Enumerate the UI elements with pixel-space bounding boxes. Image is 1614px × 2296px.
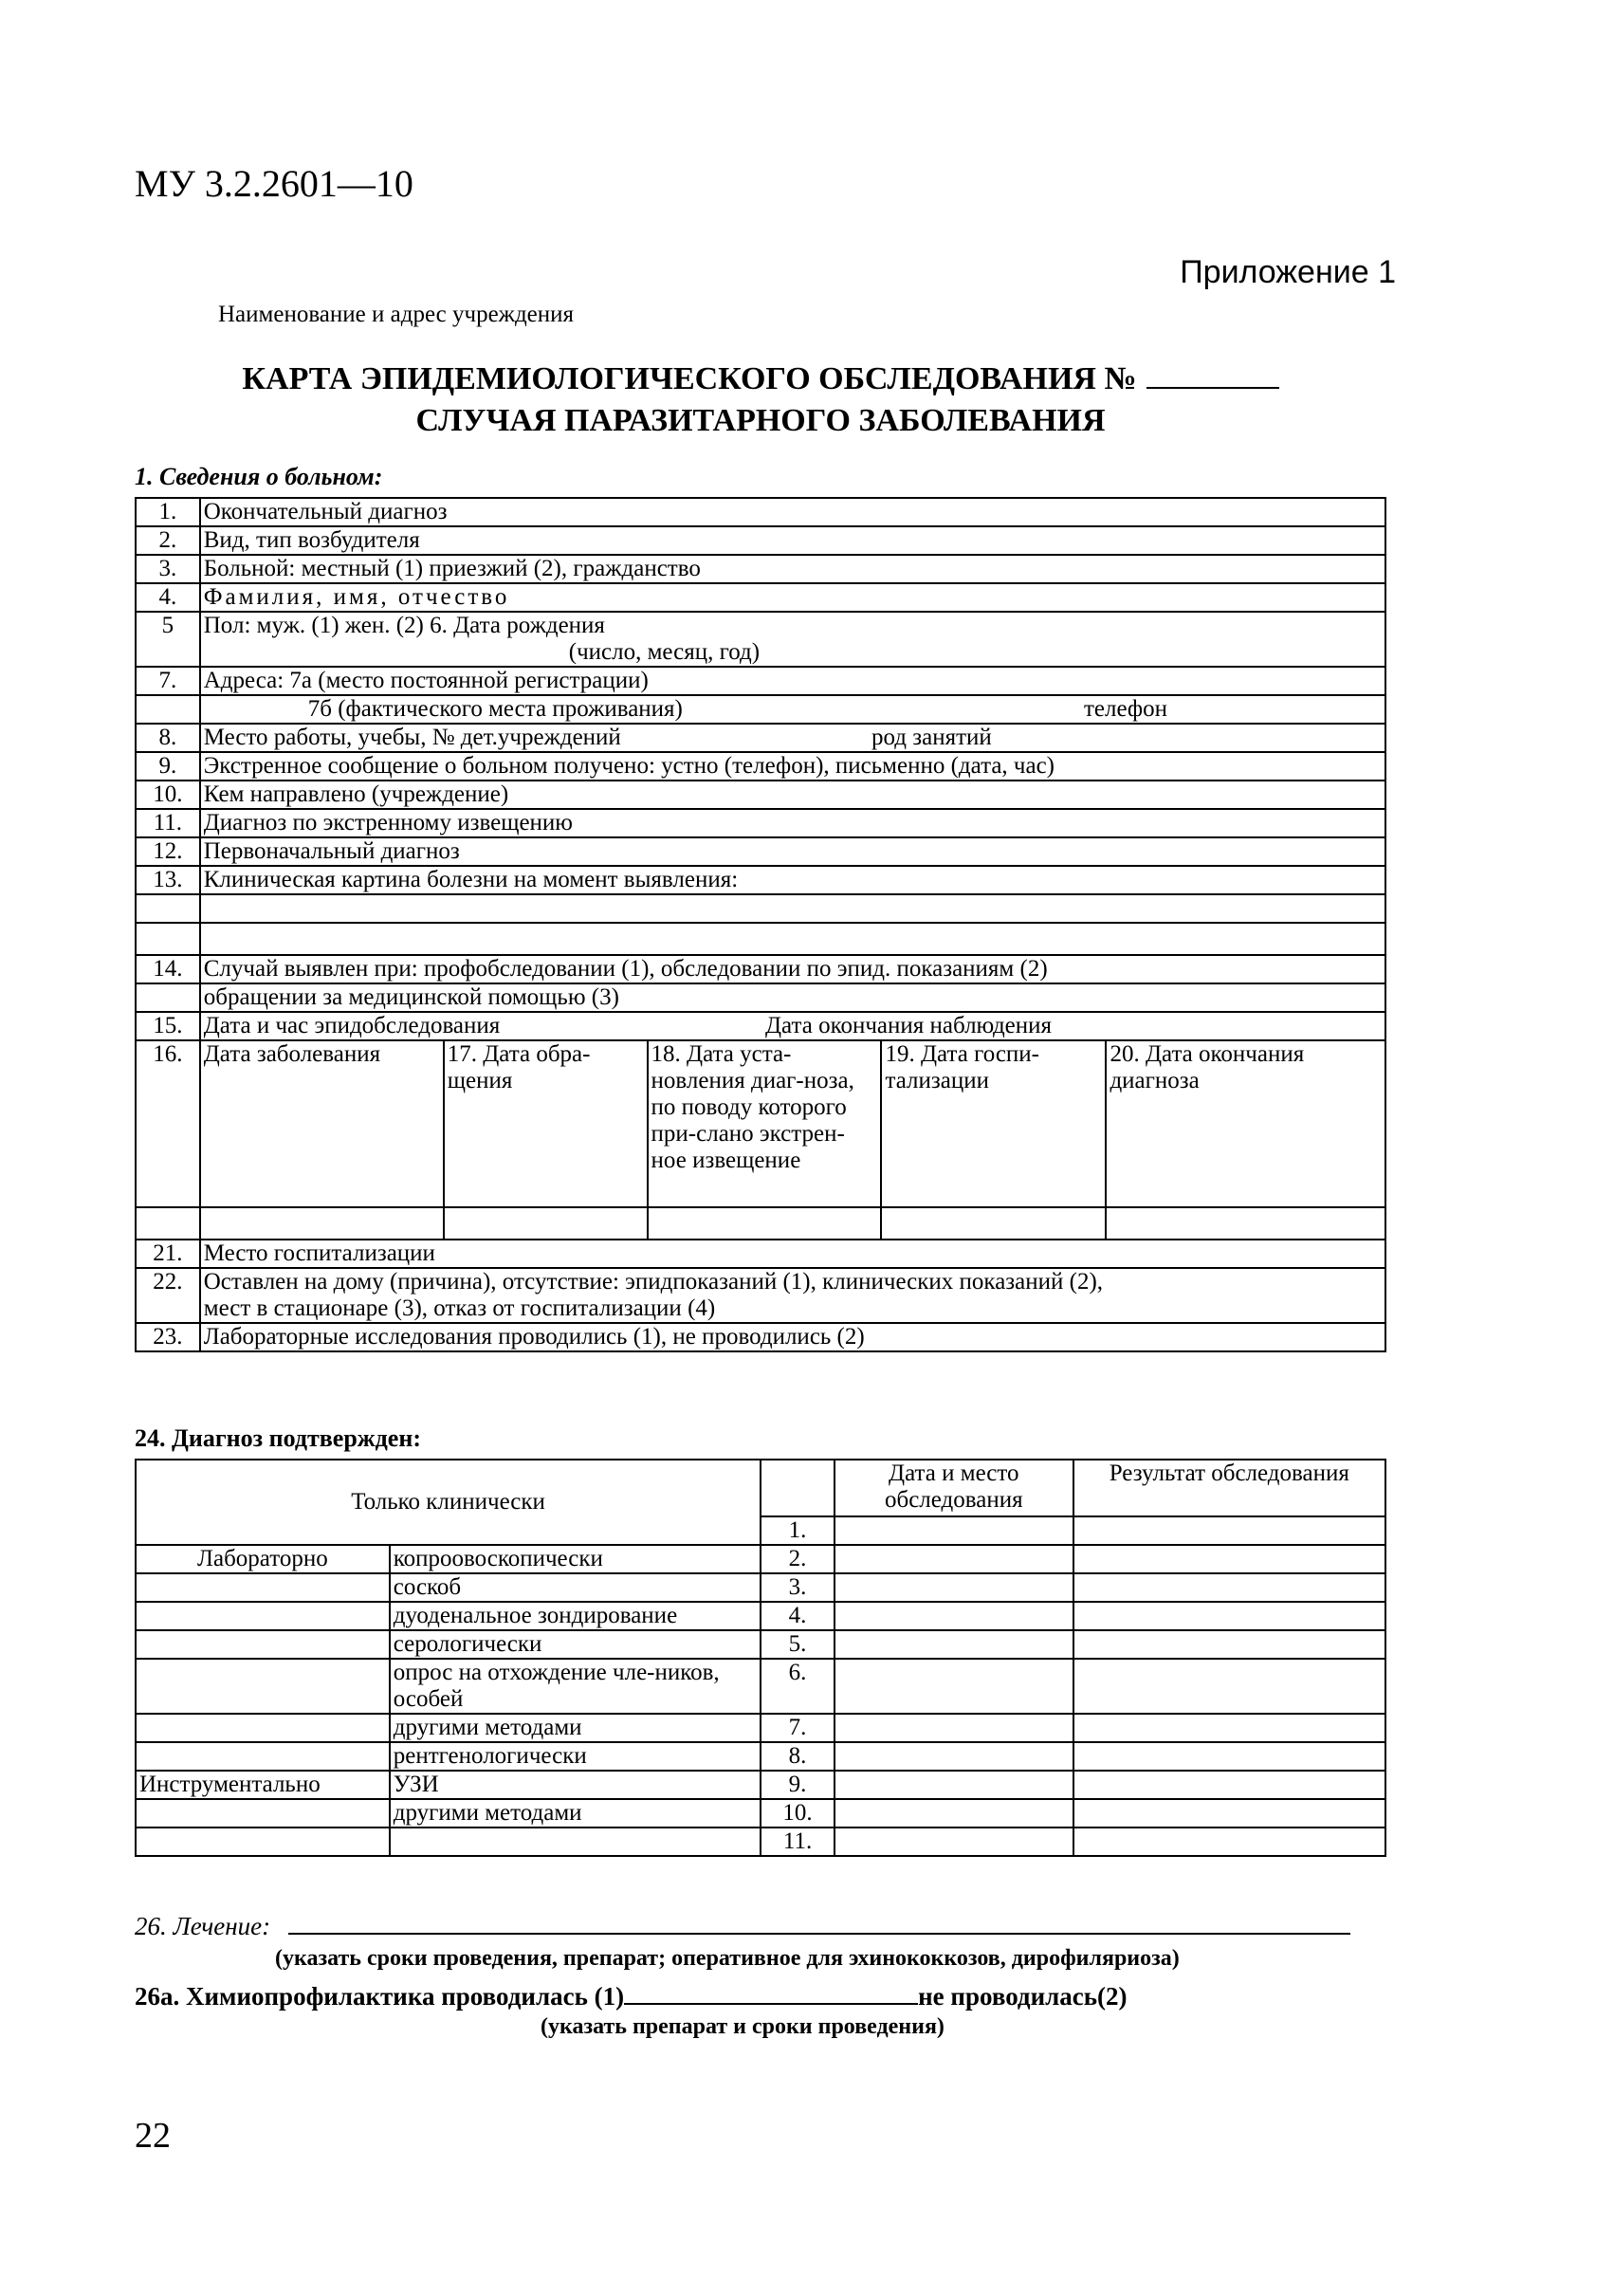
empty-cell (136, 1573, 390, 1602)
empty-cell (200, 894, 1385, 923)
table-row (136, 955, 1385, 983)
empty-cell (136, 1630, 390, 1659)
empty-cell (1073, 1573, 1385, 1602)
title-text-1: КАРТА ЭПИДЕМИОЛОГИЧЕСКОГО ОБСЛЕДОВАНИЯ № (242, 361, 1137, 396)
row-number: 10. (761, 1799, 835, 1828)
row-text: Диагноз по экстренному извещению (200, 809, 1385, 837)
row-number: 4. (136, 583, 200, 612)
page-number: 22 (135, 2116, 171, 2156)
empty-cell (1073, 1602, 1385, 1630)
date-place-header: Дата и место обследования (835, 1460, 1073, 1516)
row-number: 1. (136, 498, 200, 526)
phone-label: телефон (1084, 696, 1167, 722)
section1-heading: 1. Сведения о больном: (135, 463, 383, 490)
empty-cell (136, 1714, 390, 1742)
row-number: 3. (136, 555, 200, 583)
empty-cell (444, 1207, 648, 1240)
method-cell: серологически (390, 1630, 761, 1659)
row-number: 7. (761, 1714, 835, 1742)
empty-cell (136, 1659, 390, 1714)
diagnosis-date-header: 18. Дата уста-новления диаг-ноза, по поводу которого при-слано экстрен-ное извещение (648, 1040, 882, 1207)
empty-cell (1073, 1714, 1385, 1742)
empty-cell (835, 1659, 1073, 1714)
result-header: Результат обследования (1073, 1460, 1385, 1516)
patient-info-table (135, 497, 1386, 1352)
row-text: Первоначальный диагноз (200, 837, 1385, 866)
method-cell (390, 1828, 761, 1856)
home-reason-cont: мест в стационаре (3), отказ от госпитализации (4) (203, 1295, 716, 1321)
row-text (200, 695, 1385, 724)
institution-label: Наименование и адрес учреждения (218, 302, 575, 327)
home-reason-label: Оставлен на дому (причина), отсутствие: эпидпоказаний (1), клинических показаний (2), (203, 1269, 1104, 1295)
row-number: 22. (136, 1268, 200, 1323)
table-row (136, 923, 1385, 955)
empty-cell (835, 1742, 1073, 1771)
diagnosis-end-date-header: 20. Дата окончания диагноза (1106, 1040, 1385, 1207)
row-number: 5 (136, 612, 200, 667)
chemoprophylaxis-label: 26а. Химиопрофилактика проводилась (1) (135, 1982, 625, 2011)
row-number: 10. (136, 781, 200, 809)
empty-cell (761, 1460, 835, 1516)
row-text (200, 724, 1385, 752)
method-cell: опрос на отхождение чле-ников, особей (390, 1659, 761, 1714)
table-row (136, 781, 1385, 809)
document-code: МУ 3.2.2601—10 (135, 162, 413, 205)
row-text: Вид, тип возбудителя (200, 526, 1385, 555)
row-text: Место госпитализации (200, 1240, 1385, 1268)
row-number: 11. (136, 809, 200, 837)
treatment-line (135, 1908, 1350, 1941)
row-number: 11. (761, 1828, 835, 1856)
table-row (136, 612, 1385, 667)
empty-cell (136, 1207, 200, 1240)
empty-cell (1073, 1799, 1385, 1828)
observation-end-label: Дата окончания наблюдения (765, 1013, 1053, 1038)
table-row (136, 1323, 1385, 1351)
disease-date-header: Дата заболевания (200, 1040, 444, 1207)
row-text: Случай выявлен при: профобследовании (1), обследовании по эпид. показаниям (2) (200, 955, 1385, 983)
row-number: 2. (136, 526, 200, 555)
empty-cell (1073, 1516, 1385, 1545)
table-row (136, 1012, 1385, 1040)
row-number: 9. (136, 752, 200, 781)
occupation-label: род занятий (871, 725, 992, 750)
row-text: Фамилия, имя, отчество (200, 583, 1385, 612)
table-row (136, 1268, 1385, 1323)
row-text: Адреса: 7а (место постоянной регистрации) (200, 667, 1385, 695)
empty-cell (835, 1573, 1073, 1602)
method-cell: другими методами (390, 1714, 761, 1742)
table-row (136, 1207, 1385, 1240)
table-row (136, 1799, 1385, 1828)
table-row (136, 724, 1385, 752)
row-number: 6. (761, 1659, 835, 1714)
chemoprophylaxis-line (135, 1978, 1128, 2011)
clinical-only-label: Только клинически (136, 1460, 761, 1545)
section24-heading: 24. Диагноз подтвержден: (135, 1424, 421, 1452)
row-number: 15. (136, 1012, 200, 1040)
empty-cell (835, 1545, 1073, 1573)
row-text (200, 1268, 1385, 1323)
sex-birthdate-label: Пол: муж. (1) жен. (2) 6. Дата рождения (203, 613, 605, 638)
chemoprophylaxis-blank (624, 1978, 918, 2005)
diagnosis-confirmation-table (135, 1459, 1386, 1857)
empty-cell (136, 1799, 390, 1828)
treatment-note: (указать сроки проведения, препарат; оперативное для эхинококкозов, дирофиляриоза) (275, 1946, 1180, 1971)
method-cell: копроовоскопически (390, 1545, 761, 1573)
actual-address-label: 7б (фактического места проживания) (307, 696, 683, 722)
empty-cell (1106, 1207, 1385, 1240)
row-number: 5. (761, 1630, 835, 1659)
title-line-1 (135, 358, 1386, 400)
row-number: 9. (761, 1771, 835, 1799)
empty-cell (881, 1207, 1106, 1240)
chemoprophylaxis-not-label: не проводилась(2) (918, 1982, 1128, 2011)
empty-cell (1073, 1828, 1385, 1856)
row-number: 16. (136, 1040, 200, 1207)
empty-cell (136, 894, 200, 923)
row-number (136, 983, 200, 1012)
method-cell: другими методами (390, 1799, 761, 1828)
table-row (136, 526, 1385, 555)
lab-label: Лабораторно (136, 1545, 390, 1573)
row-text: Экстренное сообщение о больном получено: устно (телефон), письменно (дата, час) (200, 752, 1385, 781)
empty-cell (1073, 1659, 1385, 1714)
empty-cell (835, 1828, 1073, 1856)
row-number: 1. (761, 1516, 835, 1545)
empty-cell (835, 1771, 1073, 1799)
table-row (136, 1828, 1385, 1856)
chemoprophylaxis-note: (указать препарат и сроки проведения) (541, 2014, 945, 2039)
empty-cell (1073, 1545, 1385, 1573)
empty-cell (835, 1630, 1073, 1659)
treatment-label: 26. Лечение: (135, 1912, 271, 1940)
row-text: обращении за медицинской помощью (3) (200, 983, 1385, 1012)
method-cell: рентгенологически (390, 1742, 761, 1771)
treatment-blank (288, 1908, 1350, 1935)
empty-cell (835, 1602, 1073, 1630)
appendix-label: Приложение 1 (1180, 254, 1396, 290)
empty-cell (835, 1714, 1073, 1742)
row-text: Окончательный диагноз (200, 498, 1385, 526)
empty-cell (835, 1516, 1073, 1545)
empty-cell (835, 1799, 1073, 1828)
table-row (136, 695, 1385, 724)
row-text: Больной: местный (1) приезжий (2), гражданство (200, 555, 1385, 583)
method-cell: соскоб (390, 1573, 761, 1602)
workplace-label: Место работы, учебы, № дет.учреждений (203, 725, 621, 750)
table-row (136, 809, 1385, 837)
table-row (136, 1460, 1385, 1516)
hospitalization-date-header: 19. Дата госпи-тализации (881, 1040, 1106, 1207)
row-number: 12. (136, 837, 200, 866)
visit-date-header: 17. Дата обра-щения (444, 1040, 648, 1207)
table-row (136, 1545, 1385, 1573)
empty-cell (1073, 1771, 1385, 1799)
table-row (136, 1630, 1385, 1659)
empty-cell (136, 1602, 390, 1630)
table-row (136, 1602, 1385, 1630)
table-row (136, 752, 1385, 781)
row-number: 8. (761, 1742, 835, 1771)
table-row (136, 983, 1385, 1012)
title-line-2: СЛУЧАЯ ПАРАЗИТАРНОГО ЗАБОЛЕВАНИЯ (415, 403, 1106, 438)
table-row (136, 1742, 1385, 1771)
empty-cell (136, 923, 200, 955)
table-row (136, 555, 1385, 583)
row-text: Клиническая картина болезни на момент выявления: (200, 866, 1385, 894)
table-row (136, 894, 1385, 923)
row-number: 7. (136, 667, 200, 695)
row-number: 13. (136, 866, 200, 894)
row-number: 4. (761, 1602, 835, 1630)
method-cell: дуоденальное зондирование (390, 1602, 761, 1630)
row-number: 14. (136, 955, 200, 983)
row-number: 2. (761, 1545, 835, 1573)
empty-cell (200, 923, 1385, 955)
row-number: 23. (136, 1323, 200, 1351)
table-row (136, 1573, 1385, 1602)
table-row (136, 1659, 1385, 1714)
table-row (136, 866, 1385, 894)
empty-cell (1073, 1742, 1385, 1771)
row-number: 3. (761, 1573, 835, 1602)
row-number (136, 695, 200, 724)
birthdate-hint: (число, месяц, год) (568, 639, 761, 665)
table-row (136, 583, 1385, 612)
empty-cell (136, 1742, 390, 1771)
table-row (136, 1714, 1385, 1742)
table-row (136, 837, 1385, 866)
empty-cell (200, 1207, 444, 1240)
table-row (136, 1771, 1385, 1799)
table-row (136, 1040, 1385, 1207)
instrumental-label: Инструментально (136, 1771, 390, 1799)
empty-cell (648, 1207, 882, 1240)
row-text (200, 612, 1385, 667)
table-row (136, 667, 1385, 695)
survey-date-label: Дата и час эпидобследования (203, 1013, 501, 1038)
row-number: 21. (136, 1240, 200, 1268)
empty-cell (1073, 1630, 1385, 1659)
row-text: Лабораторные исследования проводились (1), не проводились (2) (200, 1323, 1385, 1351)
card-number-blank (1146, 358, 1279, 389)
empty-cell (136, 1828, 390, 1856)
method-cell: УЗИ (390, 1771, 761, 1799)
table-row (136, 1240, 1385, 1268)
row-text: Кем направлено (учреждение) (200, 781, 1385, 809)
row-text (200, 1012, 1385, 1040)
table-row (136, 498, 1385, 526)
row-number: 8. (136, 724, 200, 752)
